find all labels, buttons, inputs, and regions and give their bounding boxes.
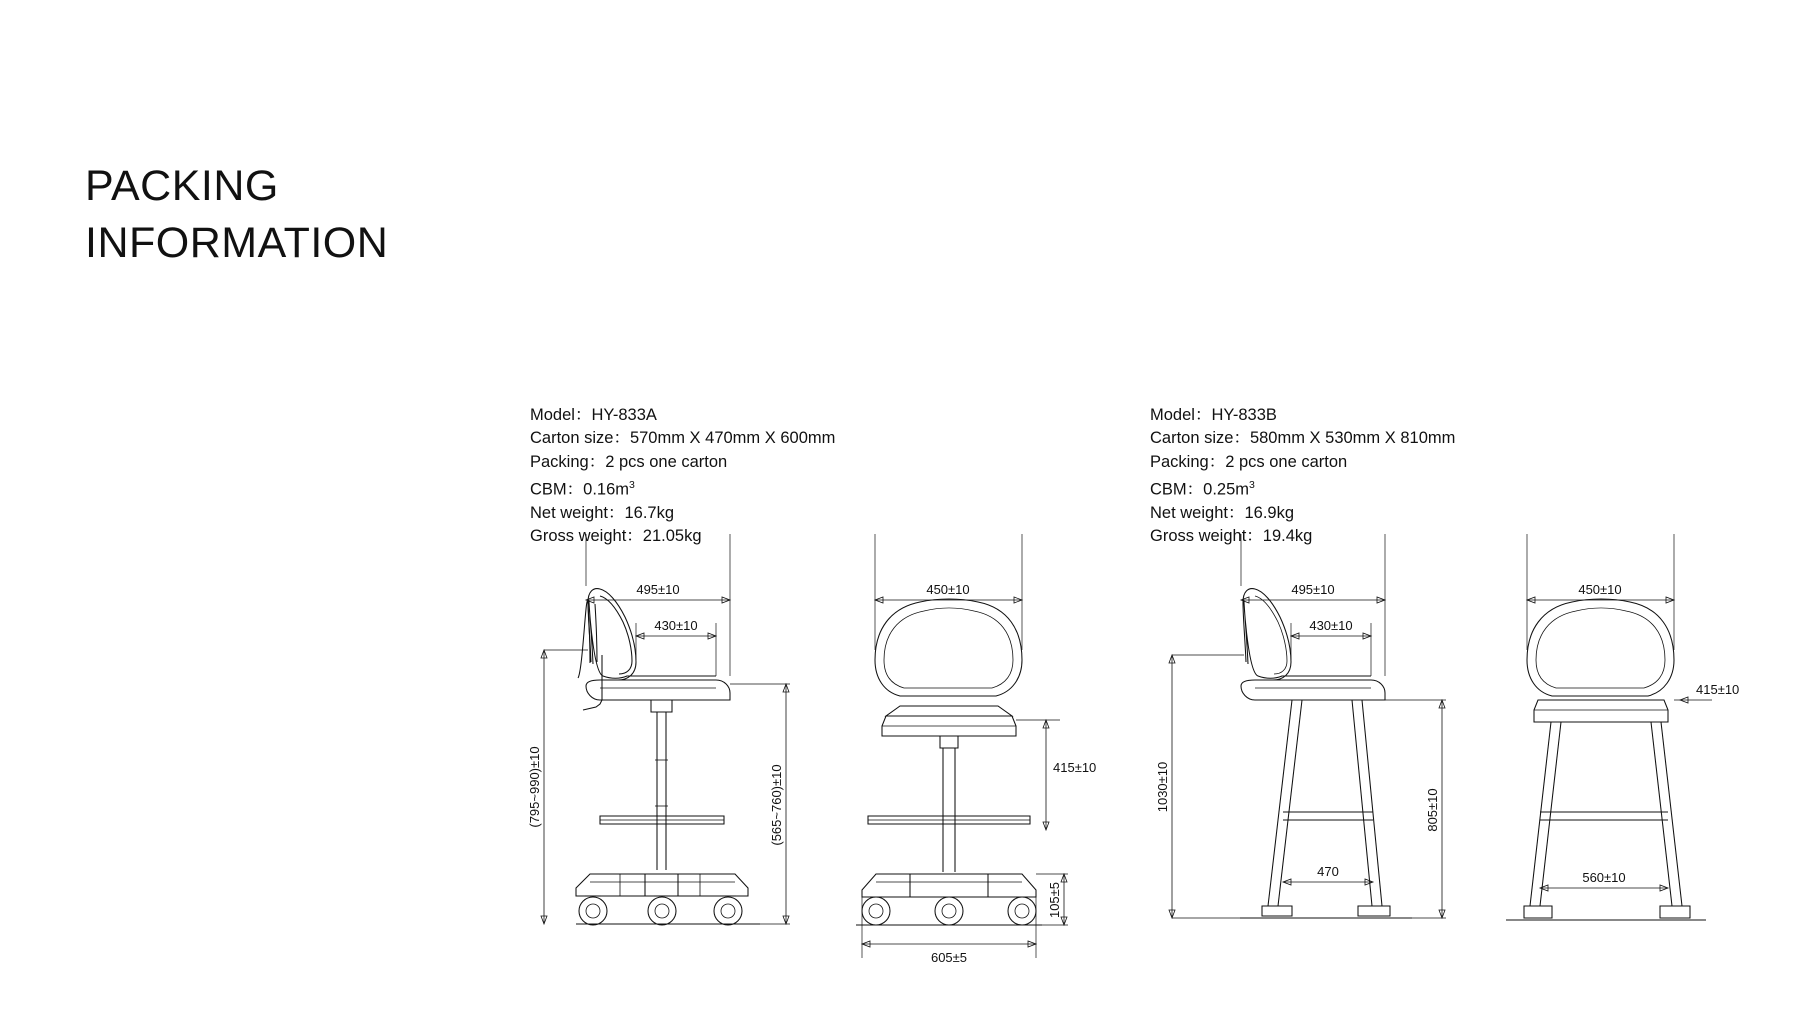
spec-gross-weight-value: 21.05kg [642,526,702,545]
spec-cbm-exponent: 3 [1249,478,1255,491]
dim-a-side-top-width: 495±10 [636,582,680,597]
dim-b-side-total-height: 1030±10 [1155,761,1170,813]
drawing-hy833a-side-view [527,534,790,925]
spec-gross-weight-label: Gross weight： [1150,526,1263,545]
page-title-line-2: INFORMATION [85,219,389,268]
spec-net-weight-row [1150,502,1455,525]
dim-a-side-seat-width: 430±10 [654,618,698,633]
spec-packing-value: 2 pcs one carton [605,452,728,471]
dim-b-side-seat-height: 805±10 [1425,788,1440,832]
page-title-line-1: PACKING [85,162,279,210]
caster-icon [648,896,676,925]
drawing-hy833a-front-view [856,534,1096,965]
dim-b-front-base-width: 560±10 [1582,870,1626,885]
dim-b-side-footrest: 470 [1317,864,1339,879]
dim-a-side-seat-height: (565~760)±10 [769,764,784,846]
spec-net-weight-value: 16.9kg [1244,503,1295,522]
caster-icon [579,896,607,925]
spec-model-row [1150,404,1455,427]
spec-packing-row [1150,451,1455,474]
caster-icon [935,897,963,925]
dim-a-front-caster: 105±5 [1047,881,1062,919]
dim-b-front-top-width: 450±10 [1578,582,1622,597]
spec-block-hy-833a [530,404,835,548]
spec-cbm-value: 0.16m [583,480,630,499]
spec-model-label: Model： [530,406,592,424]
page-title [85,158,388,272]
spec-packing-label: Packing： [530,452,606,471]
spec-model-value: HY-833B [1211,406,1277,424]
spec-packing-label: Packing： [1150,452,1226,471]
dim-a-front-top-width: 450±10 [926,582,970,597]
spec-carton-label: Carton size： [1150,429,1250,448]
spec-cbm-exponent: 3 [629,478,635,491]
dim-b-front-seat-height: 415±10 [1696,682,1740,697]
spec-carton-value: 580mm X 530mm X 810mm [1249,429,1456,448]
dim-b-side-seat-width: 430±10 [1309,618,1353,633]
dim-a-front-base-width: 605±5 [930,950,968,965]
spec-gross-weight-row [1150,525,1455,548]
spec-model-label: Model： [1150,406,1212,424]
drawing-hy833b-front-view [1506,534,1739,920]
dim-a-front-seat-height: 415±10 [1053,760,1097,775]
spec-net-weight-label: Net weight： [1150,503,1245,522]
spec-gross-weight-label: Gross weight： [530,526,643,545]
caster-icon [862,897,890,925]
spec-gross-weight-value: 19.4kg [1262,526,1313,545]
dim-a-side-height-range: (795~990)±10 [527,746,542,828]
spec-cbm-value: 0.25m [1203,480,1250,499]
spec-block-hy-833b [1150,404,1455,548]
spec-carton-label: Carton size： [530,429,630,448]
spec-cbm-row [530,474,835,502]
spec-net-weight-row [530,502,835,525]
spec-carton-row [1150,427,1455,450]
spec-model-value: HY-833A [591,406,657,424]
spec-model-row [530,404,835,427]
spec-cbm-label: CBM： [530,480,584,499]
spec-net-weight-value: 16.7kg [624,503,675,522]
spec-cbm-label: CBM： [1150,480,1204,499]
caster-icon [1008,897,1036,925]
caster-icon [714,896,742,925]
spec-cbm-row [1150,474,1455,502]
spec-packing-row [530,451,835,474]
drawing-hy833b-side-view [1155,534,1446,918]
spec-carton-row [530,427,835,450]
spec-packing-value: 2 pcs one carton [1225,452,1348,471]
spec-carton-value: 570mm X 470mm X 600mm [629,429,836,448]
dim-b-side-top-width: 495±10 [1291,582,1335,597]
spec-gross-weight-row [530,525,835,548]
spec-net-weight-label: Net weight： [530,503,625,522]
